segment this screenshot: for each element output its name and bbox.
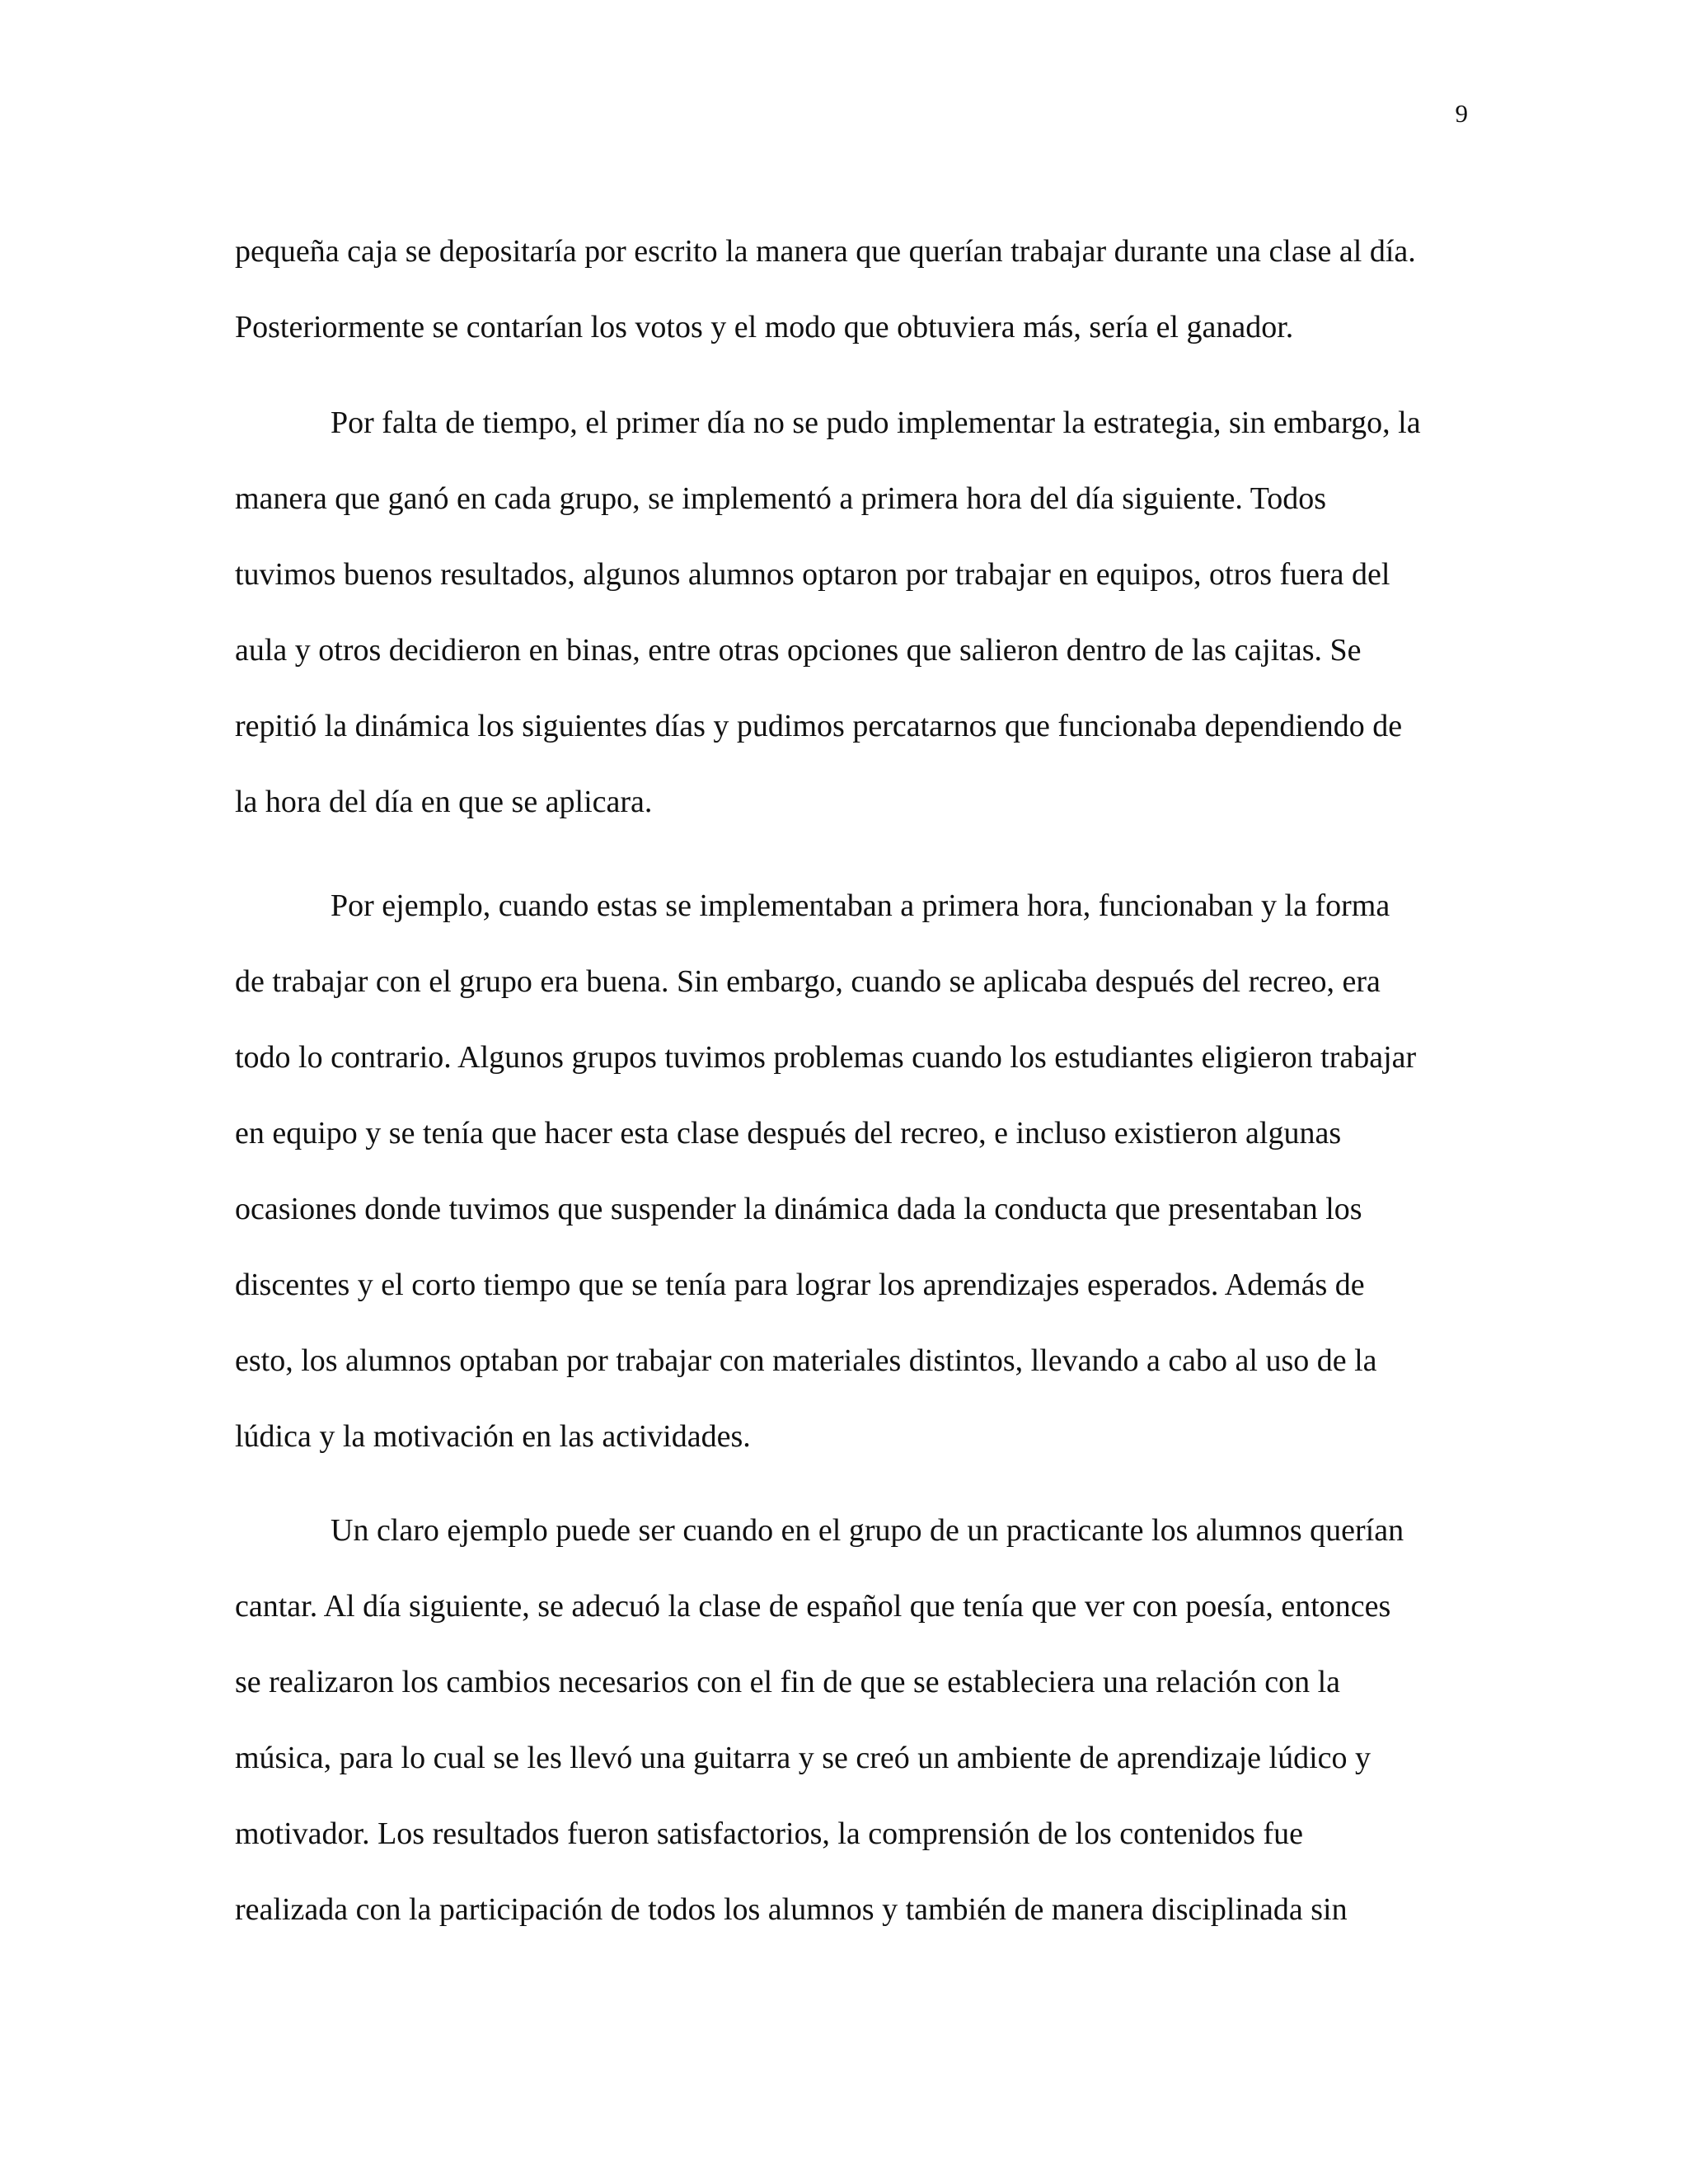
page-number: 9 xyxy=(1455,99,1468,128)
text-line: tuvimos buenos resultados, algunos alumnos optaron por trabajar en equipos, otros fuera del xyxy=(235,557,1390,592)
paragraph-first-line: Un claro ejemplo puede ser cuando en el grupo de un practicante los alumnos querían xyxy=(331,1513,1404,1548)
text-line: repitió la dinámica los siguientes días y pudimos percatarnos que funcionaba dependiendo de xyxy=(235,709,1403,743)
text-line: lúdica y la motivación en las actividades. xyxy=(235,1419,751,1454)
text-line: ocasiones donde tuvimos que suspender la dinámica dada la conducta que presentaban los xyxy=(235,1192,1362,1226)
text-line: motivador. Los resultados fueron satisfactorios, la comprensión de los contenidos fue xyxy=(235,1816,1303,1851)
paragraph-first-line: Por falta de tiempo, el primer día no se pudo implementar la estrategia, sin embargo, la xyxy=(331,405,1421,440)
text-line: realizada con la participación de todos los alumnos y también de manera disciplinada sin xyxy=(235,1892,1348,1927)
text-line: pequeña caja se depositaría por escrito la manera que querían trabajar durante una clase al día. xyxy=(235,234,1416,269)
text-line: la hora del día en que se aplicara. xyxy=(235,785,653,819)
text-line: de trabajar con el grupo era buena. Sin embargo, cuando se aplicaba después del recreo, era xyxy=(235,964,1381,999)
text-line: Posteriormente se contarían los votos y el modo que obtuviera más, sería el ganador. xyxy=(235,310,1294,344)
text-line: todo lo contrario. Algunos grupos tuvimos problemas cuando los estudiantes eligieron trabajar xyxy=(235,1040,1417,1075)
text-line: discentes y el corto tiempo que se tenía para lograr los aprendizajes esperados. Además de xyxy=(235,1268,1365,1302)
text-line: manera que ganó en cada grupo, se implementó a primera hora del día siguiente. Todos xyxy=(235,481,1327,516)
text-line: esto, los alumnos optaban por trabajar con materiales distintos, llevando a cabo al uso de la xyxy=(235,1343,1377,1378)
text-line: cantar. Al día siguiente, se adecuó la clase de español que tenía que ver con poesía, entonces xyxy=(235,1589,1391,1624)
paragraph-first-line: Por ejemplo, cuando estas se implementaban a primera hora, funcionaban y la forma xyxy=(331,888,1390,923)
text-line: aula y otros decidieron en binas, entre otras opciones que salieron dentro de las cajitas. Se xyxy=(235,633,1362,668)
text-line: en equipo y se tenía que hacer esta clase después del recreo, e incluso existieron algunas xyxy=(235,1116,1342,1151)
text-line: se realizaron los cambios necesarios con el fin de que se estableciera una relación con la xyxy=(235,1665,1341,1699)
text-line: música, para lo cual se les llevó una guitarra y se creó un ambiente de aprendizaje lúdico y xyxy=(235,1741,1372,1775)
